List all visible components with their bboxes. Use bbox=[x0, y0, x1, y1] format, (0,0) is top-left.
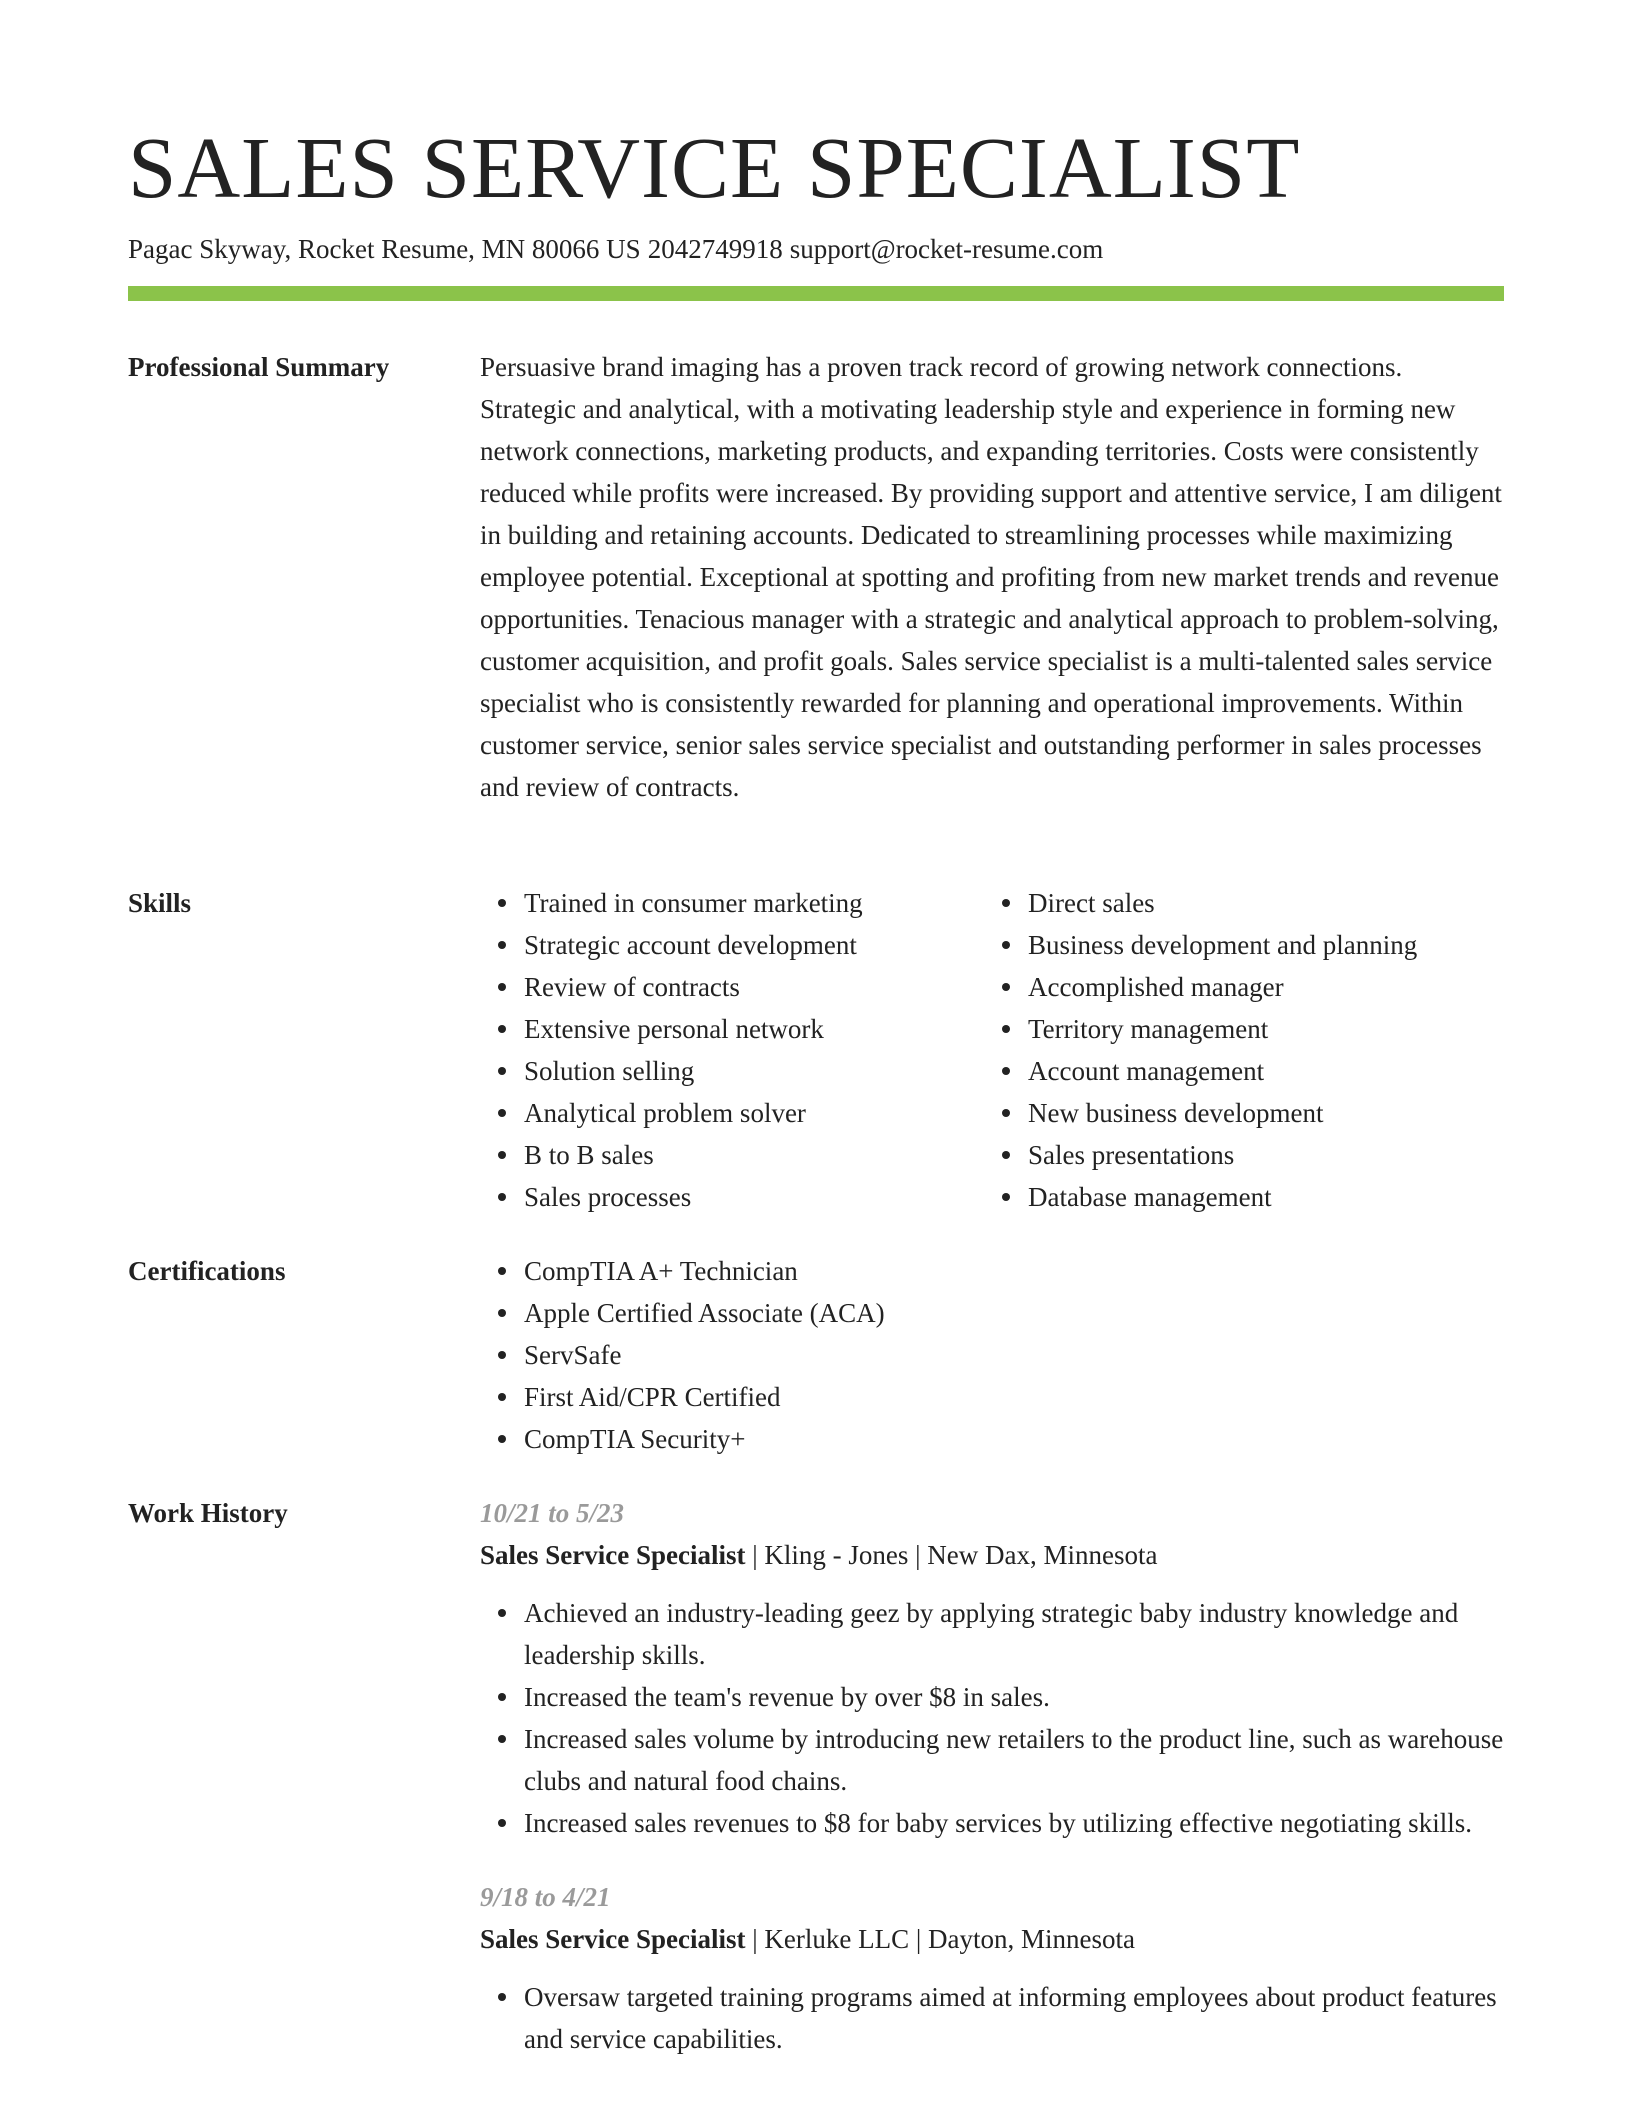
contact-line bbox=[128, 232, 1103, 266]
skill-item: Solution selling bbox=[524, 1050, 984, 1092]
skill-item: Analytical problem solver bbox=[524, 1092, 984, 1134]
candidate-name: SALES SERVICE SPECIALIST bbox=[128, 119, 1301, 216]
job-title: Sales Service Specialist bbox=[480, 1924, 746, 1954]
work-history-body bbox=[480, 1492, 1504, 2060]
skill-item: Territory management bbox=[1028, 1008, 1504, 1050]
job-bullets bbox=[480, 1592, 1504, 1844]
skill-item: Extensive personal network bbox=[524, 1008, 984, 1050]
skills-column-1 bbox=[480, 882, 984, 1218]
certification-item: Apple Certified Associate (ACA) bbox=[524, 1292, 1504, 1334]
certification-item: ServSafe bbox=[524, 1334, 1504, 1376]
job-entry bbox=[480, 1492, 1504, 1844]
skill-item: B to B sales bbox=[524, 1134, 984, 1176]
job-title: Sales Service Specialist bbox=[480, 1540, 746, 1570]
skills-list-2 bbox=[984, 882, 1504, 1218]
work-history-heading: Work History bbox=[128, 1498, 288, 1528]
skill-item: Strategic account development bbox=[524, 924, 984, 966]
job-dates: 10/21 to 5/23 bbox=[480, 1498, 625, 1528]
certification-item: First Aid/CPR Certified bbox=[524, 1376, 1504, 1418]
summary-heading: Professional Summary bbox=[128, 352, 390, 382]
skills-column-2 bbox=[984, 882, 1504, 1218]
job-bullet: Increased the team's revenue by over $8 in sales. bbox=[524, 1676, 1504, 1718]
job-dates: 9/18 to 4/21 bbox=[480, 1882, 611, 1912]
skill-item: Account management bbox=[1028, 1050, 1504, 1092]
skill-item: Review of contracts bbox=[524, 966, 984, 1008]
contact-address: Pagac Skyway, Rocket Resume, MN 80066 US bbox=[128, 234, 641, 264]
skills-heading: Skills bbox=[128, 888, 192, 918]
summary-text: Persuasive brand imaging has a proven track record of growing network connections. Strategic and analytical, with a motivating leadership style and experience in forming new network connections, marketing products, and expanding territories. Costs were consistently reduced while profits were increased. By providing support and attentive service, I am diligent in building and retaining accounts. Dedicated to streamlining processes while maximizing employee potential. Exceptional at spotting and profiting from new market trends and revenue opportunities. Tenacious manager with a strategic and analytical approach to problem-solving, customer acquisition, and profit goals. Sales service specialist is a multi-talented sales service specialist who is consistently rewarded for planning and operational improvements. Within customer service, senior sales service specialist and outstanding performer in sales processes and review of contracts. bbox=[480, 352, 1502, 802]
skill-item: Trained in consumer marketing bbox=[524, 882, 984, 924]
skill-item: Database management bbox=[1028, 1176, 1504, 1218]
skill-item: Accomplished manager bbox=[1028, 966, 1504, 1008]
job-bullet: Increased sales revenues to $8 for baby services by utilizing effective negotiating skills. bbox=[524, 1802, 1504, 1844]
skill-item: Business development and planning bbox=[1028, 924, 1504, 966]
job-bullets bbox=[480, 1976, 1504, 2060]
certification-item: CompTIA Security+ bbox=[524, 1418, 1504, 1460]
job-location: New Dax, Minnesota bbox=[927, 1540, 1158, 1570]
job-entry bbox=[480, 1876, 1504, 2060]
job-company: Kling - Jones bbox=[764, 1540, 909, 1570]
certifications-list bbox=[480, 1250, 1504, 1460]
certification-item: CompTIA A+ Technician bbox=[524, 1250, 1504, 1292]
job-company: Kerluke LLC bbox=[764, 1924, 910, 1954]
skills-list-1 bbox=[480, 882, 984, 1218]
skills-columns bbox=[480, 882, 1504, 1218]
skill-item: New business development bbox=[1028, 1092, 1504, 1134]
contact-email: support@rocket-resume.com bbox=[789, 234, 1104, 264]
summary-body bbox=[480, 346, 1504, 808]
certifications-heading: Certifications bbox=[128, 1256, 286, 1286]
job-bullet: Oversaw targeted training programs aimed at informing employees about product features and service capabilities. bbox=[524, 1976, 1504, 2060]
job-location: Dayton, Minnesota bbox=[927, 1924, 1135, 1954]
skill-item: Direct sales bbox=[1028, 882, 1504, 924]
job-bullet: Increased sales volume by introducing new retailers to the product line, such as warehouse clubs and natural food chains. bbox=[524, 1718, 1504, 1802]
skill-item: Sales processes bbox=[524, 1176, 984, 1218]
skill-item: Sales presentations bbox=[1028, 1134, 1504, 1176]
certifications-body bbox=[480, 1250, 1504, 1460]
contact-phone: 2042749918 bbox=[647, 234, 783, 264]
job-heading: Sales Service Specialist | Kerluke LLC | Dayton, Minnesota bbox=[480, 1924, 1135, 1954]
job-bullet: Achieved an industry-leading geez by applying strategic baby industry knowledge and leadership skills. bbox=[524, 1592, 1504, 1676]
job-heading: Sales Service Specialist | Kling - Jones | New Dax, Minnesota bbox=[480, 1540, 1158, 1570]
header-divider bbox=[128, 286, 1504, 301]
